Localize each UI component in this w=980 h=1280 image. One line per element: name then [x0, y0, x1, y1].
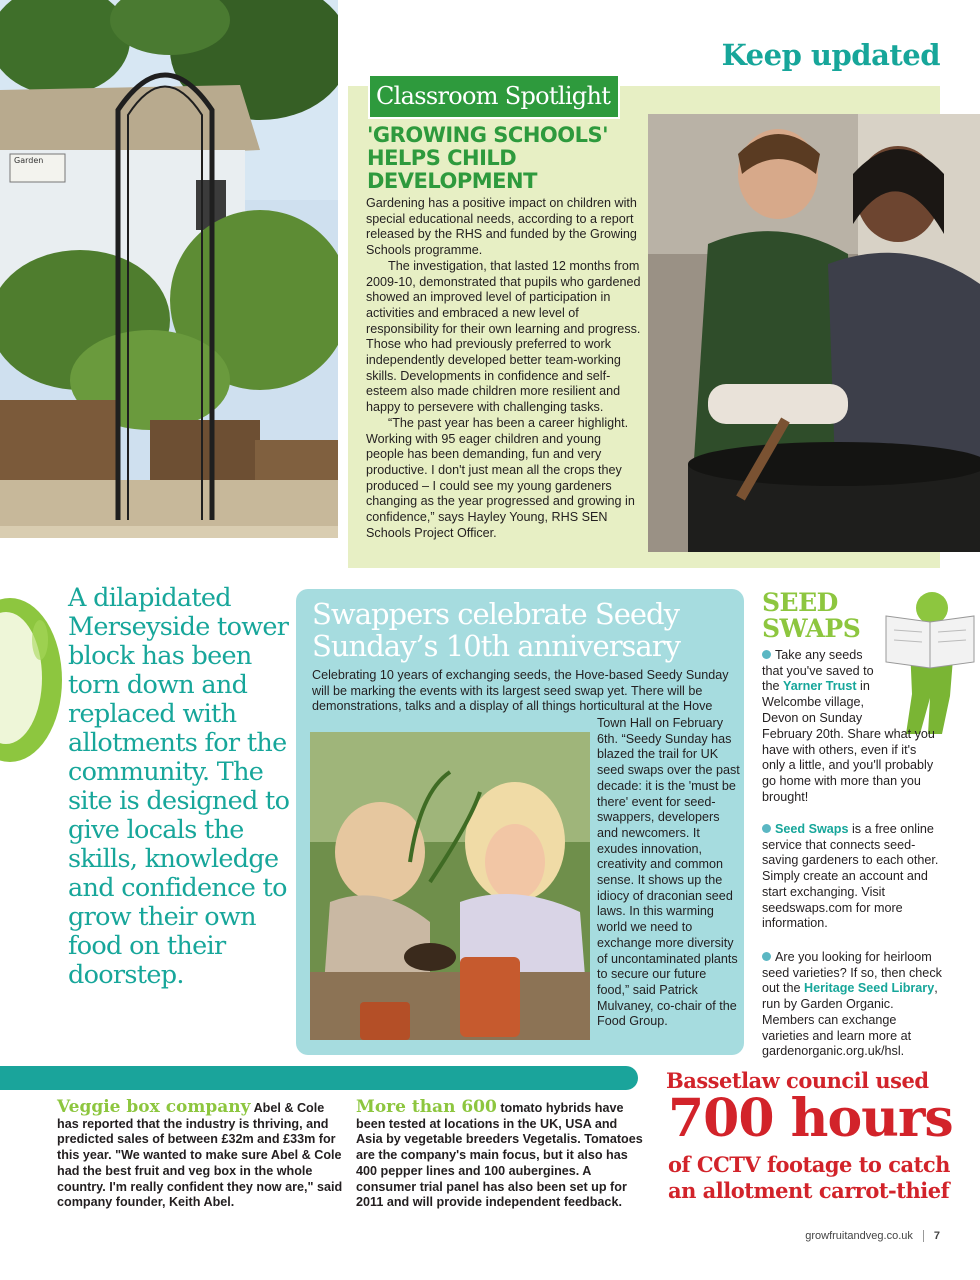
swap2-text: is a free online service that connects seed-saving gardeners to each other. Simply create an account and start exchanging. Visit seedswaps.com for more information. [762, 822, 939, 931]
seedy-sunday-headline: Swappers celebrate Seedy Sunday’s 10th anniversary [312, 597, 680, 663]
bullet-icon [762, 952, 771, 961]
seed-swap-item-yarner [762, 648, 882, 727]
spotlight-paragraph-2: The investigation, that lasted 12 months from 2009-10, demonstrated that pupils who gardened showed an improved level of participation in activities and embraced a new level of responsibility for their own learning and progress. Those who had previously preferred to work independently developed better team-working skills. Developments in confidence and self-esteem also made children more resilient and happy to persevere with challenging tasks. [366, 258, 641, 415]
spotlight-badge: Classroom Spotlight [368, 74, 620, 119]
reading-man-icon [880, 586, 980, 734]
swap3-text-b: , run by Garden Organic. Members can exchange varieties and learn more at gardenorganic.org.uk/hsl. [762, 981, 938, 1059]
veggie-box-text: Abel & Cole has reported that the industry is thriving, and predicted sales of between £32m and £33m for this year. "We wanted to make sure Abel & Cole had the best fruit and veg box in the whole country. I'm really confident they now are," said company founder, Keith Abel. [57, 1101, 343, 1210]
seed-swaps-link[interactable]: Seed Swaps [775, 822, 849, 836]
tomato-lead: More than 600 [356, 1097, 497, 1117]
page-number: 7 [933, 1230, 940, 1242]
swap1-text-a: Take any seeds that you've saved to the [762, 648, 874, 694]
heritage-seed-library-link[interactable]: Heritage Seed Library [804, 981, 935, 996]
garden-photo [0, 0, 338, 538]
spotlight-headline: 'GROWING SCHOOLS' HELPS CHILD DEVELOPMENT [367, 123, 609, 193]
tomato-text: tomato hybrids have been tested at locations in the UK, USA and Asia by vegetable breeders Vegetalis. Tomatoes are the company's main focus, but it also has 400 pepper lines and 100 aubergines. A consumer trial panel has also been set up for 2011 and will provide independent feedback. [356, 1101, 643, 1210]
seed-swaps-title: SEED SWAPS [762, 588, 861, 643]
tomato-hybrids-news [356, 1097, 644, 1211]
seed-swap-item-seedswaps [762, 822, 942, 932]
garden-sign-text: Garden [14, 156, 44, 165]
seed-swap-item-yarner-cont: February 20th. Share what you have with others, even if it's only a little, and you'll probably go home with more than you brought! [762, 727, 935, 804]
footer-site: growfruitandveg.co.uk [805, 1230, 913, 1242]
bullet-icon [762, 824, 771, 833]
seed-swap-item-heritage [762, 950, 946, 1060]
bassetlaw-line-1: Bassetlaw council used [666, 1068, 929, 1093]
spotlight-article [366, 196, 642, 541]
divider-bar [0, 1066, 638, 1090]
veggie-box-news [57, 1097, 345, 1211]
swap3-text-a: Are you looking for heirloom seed varieties? If so, then check out the [762, 950, 942, 996]
tower-block-callout: A dilapidated Merseyside tower block has been torn down and replaced with allotments for the community. The site is designed to give locals the skills, knowledge and confidence to grow their own food on their doorstep. [68, 583, 290, 990]
children-gardening-photo [648, 114, 980, 552]
page-footer [805, 1230, 940, 1242]
seedy-sunday-intro: Celebrating 10 years of exchanging seeds, the Hove-based Seedy Sunday will be marking the events with its largest seed swap yet. There will be demonstrations, talks and a display of all things horticultural at the Hove [312, 668, 729, 714]
bullet-icon [762, 650, 771, 659]
spotlight-paragraph-1: Gardening has a positive impact on children with special educational needs, according to a report released by the RHS and funded by the Growing Schools programme. [366, 196, 637, 258]
girls-planting-photo [310, 732, 590, 1040]
bassetlaw-line-3: of CCTV footage to catch an allotment carrot-thief [668, 1152, 950, 1203]
veggie-box-lead: Veggie box company [57, 1097, 251, 1117]
apple-image [0, 590, 64, 770]
swap1-text-b: in Welcombe village, Devon on Sunday [762, 679, 870, 725]
spotlight-paragraph-3: “The past year has been a career highlight. Working with 95 eager children and young people has been demanding, fun and very productive. I don't just mean all the crops they produced – I could see my young gardeners changing as the year progressed and growing in confidence,” says Hayley Young, RHS SEN Schools Project Officer. [366, 415, 635, 540]
bassetlaw-hours: 700 hours [668, 1088, 953, 1149]
footer-divider [923, 1230, 924, 1242]
yarner-trust-link[interactable]: Yarner Trust [783, 679, 857, 694]
seedy-sunday-body: Town Hall on February 6th. “Seedy Sunday has blazed the trail for UK seed swaps over the past decade: it is the 'must be there' event for seed-swappers, developers and newcomers. It exudes innovation, creativity and common sense. It shows up the idiocy of draconian seed laws. In this warming world we need to exchange more diversity of uncontaminated plants to secure our future food,” said Patrick Mulvaney, co-chair of the Food Group. [597, 716, 740, 1029]
section-title: Keep updated [721, 38, 940, 72]
